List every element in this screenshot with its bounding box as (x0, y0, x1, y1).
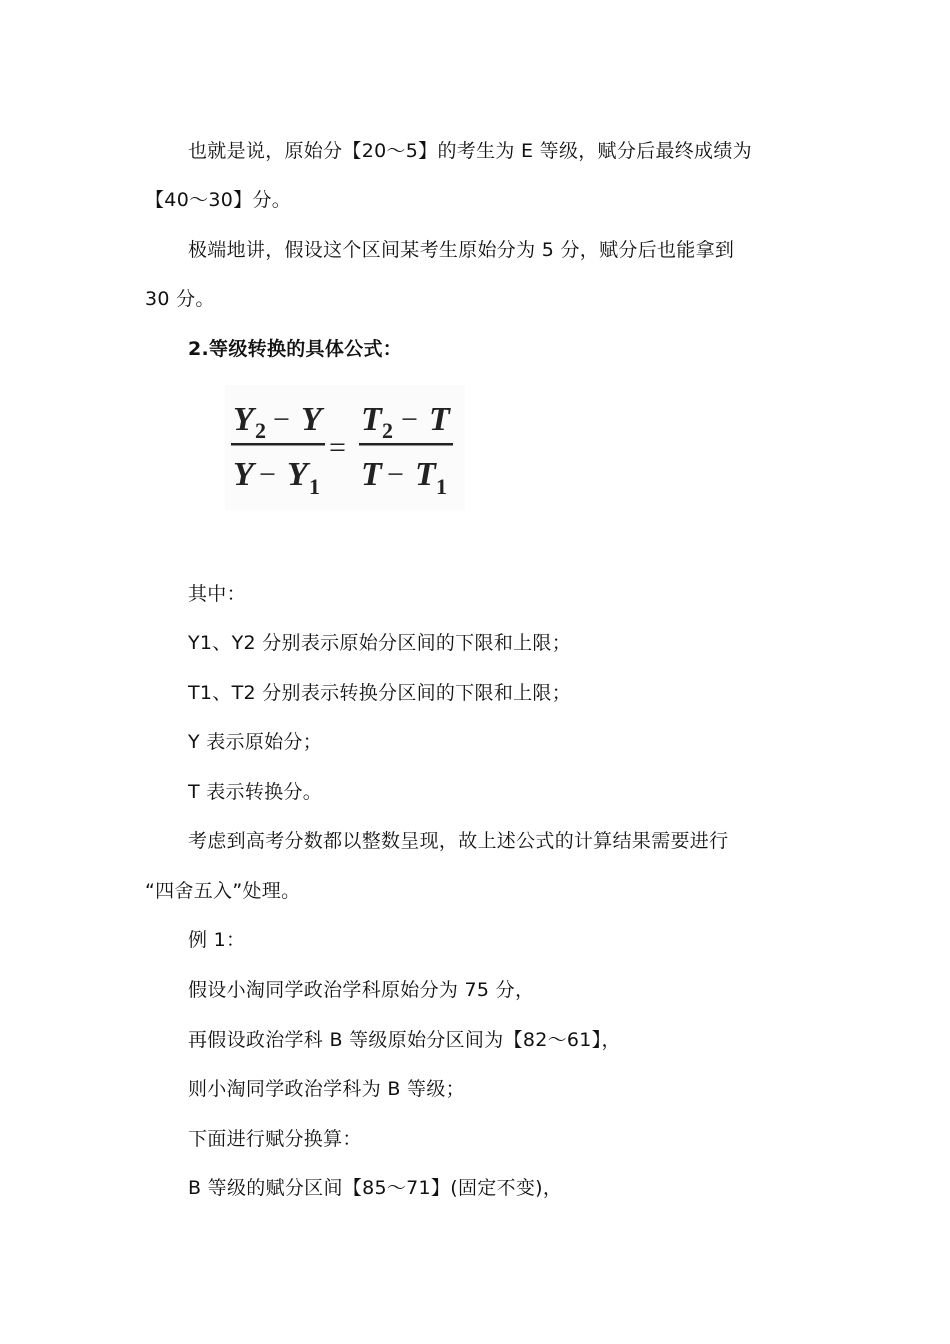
formula-right-denominator-op: − (387, 458, 404, 491)
paragraph-where: 其中： (188, 583, 246, 605)
formula-left-numerator-op: − (273, 403, 290, 436)
formula-left-numerator-a: Y (233, 401, 254, 438)
formula-left-fraction-bar (231, 443, 325, 446)
paragraph-rounding-line-1: 考虑到高考分数都以整数呈现，故上述公式的计算结果需要进行 (188, 830, 729, 852)
section-heading: 2.等级转换的具体公式： (188, 338, 403, 360)
formula-right-denominator-a: T (361, 456, 382, 493)
paragraph-e-grade-line-1: 也就是说，原始分【20～5】的考生为 E 等级，赋分后最终成绩为 (188, 140, 752, 162)
definition-t-bounds: T1、T2 分别表示转换分区间的下限和上限； (188, 682, 572, 704)
formula-left-numerator-a-sub: 2 (255, 418, 266, 443)
formula-right-denominator-b: T (415, 456, 436, 493)
paragraph-rounding-line-2: “四舍五入”处理。 (145, 880, 301, 902)
formula-right-denominator-b-sub: 1 (436, 474, 447, 499)
example-title: 例 1： (188, 929, 246, 951)
formula-right-numerator-a-sub: 2 (382, 418, 393, 443)
formula-right-numerator-a: T (361, 401, 382, 438)
formula-right-numerator-b: T (429, 401, 450, 438)
definition-y-bounds: Y1、Y2 分别表示原始分区间的下限和上限； (188, 632, 572, 654)
formula-left-denominator-a: Y (233, 456, 254, 493)
formula-equals: = (329, 431, 346, 464)
definition-t: T 表示转换分。 (188, 781, 323, 803)
paragraph-extreme-line-2: 30 分。 (145, 288, 215, 310)
paragraph-e-grade-line-2: 【40～30】分。 (145, 189, 292, 211)
example-line-5: B 等级的赋分区间【85～71】(固定不变)， (188, 1177, 563, 1199)
example-line-4: 下面进行赋分换算： (188, 1128, 362, 1150)
example-line-2: 再假设政治学科 B 等级原始分区间为【82～61】， (188, 1029, 621, 1051)
formula-right-numerator-op: − (401, 403, 418, 436)
example-line-1: 假设小淘同学政治学科原始分为 75 分， (188, 979, 535, 1001)
formula-left-denominator-b-sub: 1 (309, 474, 320, 499)
formula-left-denominator-b: Y (287, 456, 308, 493)
example-line-3: 则小淘同学政治学科为 B 等级； (188, 1078, 465, 1100)
formula-left-denominator-op: − (259, 458, 276, 491)
paragraph-extreme-line-1: 极端地讲，假设这个区间某考生原始分为 5 分，赋分后也能拿到 (188, 239, 735, 261)
definition-y: Y 表示原始分； (188, 731, 323, 753)
conversion-formula (225, 385, 465, 510)
formula-right-fraction-bar (359, 443, 453, 446)
formula-left-numerator-b: Y (301, 401, 322, 438)
